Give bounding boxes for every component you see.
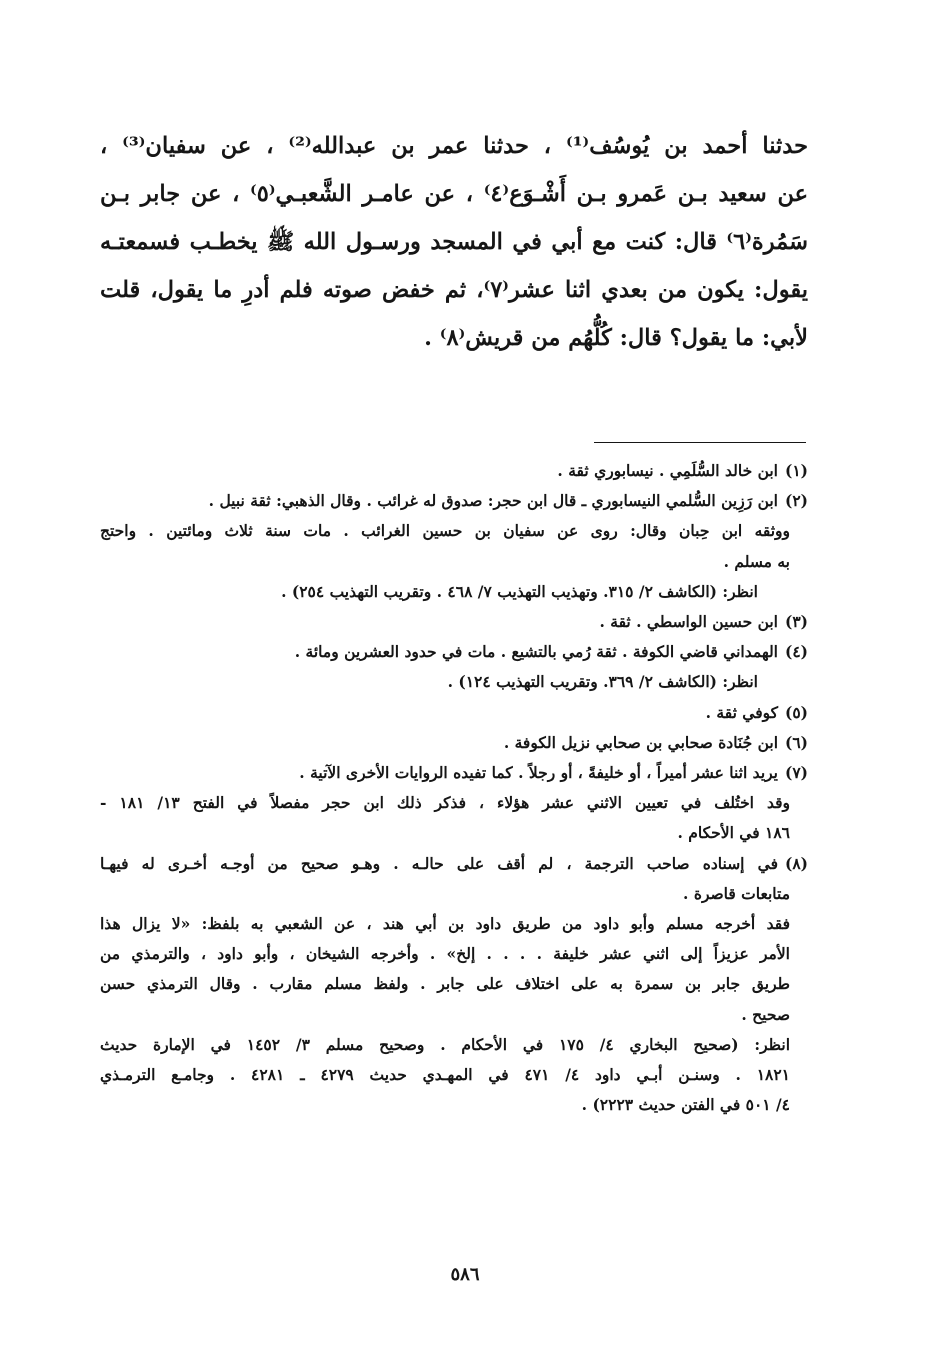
footnote-text: ابن رَزِين السُّلمي النيسابوري ـ قال ابن حجر: صدوق له غرائب . وقال الذهبي: ثقة نبيل . [208,491,778,511]
footnote-2 [100,486,808,516]
footnote-text: الهمداني قاضي الكوفة . ثقة رُمي بالتشيع . مات في حدود العشرين ومائة . [294,642,778,662]
footnote-reference: انظر: (الكاشف ٢/ ٣٦٩. وتقريب التهذيب ١٢٤) . [447,672,758,692]
footnote-1 [100,456,808,486]
footnote-6 [100,728,808,758]
footnote-reference: ١٨٢١ . وسنـن أبـي داود ٤/ ٤٧١ في المهـدي حديث ٤٢٧٩ ـ ٤٢٨١ . وجامـع الترمـذي [100,1065,791,1085]
footnote-number: (٣) [784,612,808,632]
footnote-separator [594,442,806,443]
footnote-text: في إسناده صاحب الترجمة ، لم أقف على حالـه . وهـو صحيح من أوجـه أخـرى له فيهـا [100,853,778,873]
footnote-continuation: متابعات قاصرة . [683,883,790,903]
footnote-number: (٧) [784,763,808,783]
footnote-number: (٥) [784,702,808,722]
page-number: ٥٨٦ [450,1264,480,1285]
footnote-text: يريد اثنا عشر أميراً ، أو خليفةً ، أو رجلاً . كما تفيده الروايات الأخرى الآتية . [299,763,778,783]
hadith-line: عن سعيد بـن عَمرو بـن أَشْـوَع⁽٤⁾ ، عن عامـر الشَّعبـي⁽٥⁾ ، عن جابر بـن [100,181,808,207]
footnote-text: كوفي ثقة . [705,702,778,722]
hadith-line: لأبي: ما يقول؟ قال: كُلُّهُم من قريش⁽٨⁾ . [424,325,808,351]
footnote-reference: انظر: (الكاشف ٢/ ٣١٥. وتهذيب التهذيب ٧/ ٤٦٨ . وتقريب التهذيب ٢٥٤) . [281,581,758,601]
footnote-text: ابن خالد السُّلَمِي . نيسابوري ثقة . [557,461,778,480]
footnote-number: (٨) [784,853,808,873]
footnote-text: ابن حسين الواسطي . ثقة . [599,612,778,632]
footnote-reference: انظر: (صحيح البخاري ٤/ ١٧٥ في الأحكام . وصحيح مسلم ٣/ ١٤٥٢ في الإمارة حديث [100,1034,791,1054]
footnote-3 [100,607,808,637]
footnote-number: (٦) [784,732,808,752]
footnote-continuation: وقد اختُلف في تعيين الاثني عشر هؤلاء ، فذكر ذلك ابن حجر مفصلاً في الفتح ١٣/ ١٨١ - [100,793,790,813]
footnote-continuation: فقد أخرجه مسلم وأبو داود من طريق داود بن أبي هند ، عن الشعبي به بلفظ: «لا يزال هذا [100,914,790,934]
footnote-text: ابن جُنَادة صحابي بن صحابي نزيل الكوفة . [503,732,778,752]
footnote-5 [100,698,808,728]
footnote-4 [100,637,808,667]
footnote-continuation: طريق جابر بن سمرة به على اختلاف على جابر . ولفظ مسلم مقارب . وقال الترمذي حسن [100,974,790,994]
footnotes [100,456,808,1120]
hadith-line: سَمُرة⁽٦⁾ قال: كنت مع أبي في المسجد ورسـول الله ﷺ يخطـب فسمعتـه [100,229,808,255]
hadith-line: يقول: يكون من بعدي اثنا عشر⁽٧⁾، ثم خفض صوته فلم أدرِ ما يقول، قلت [100,277,808,303]
footnote-8 [100,849,808,879]
footnote-continuation: الأمر عزيزاً إلى اثني عشر خليفة . . . . إلخ» . وأخرجه الشيخان ، وأبو داود ، والترمذي من [100,944,790,964]
footnote-continuation: ووثقه ابن حِبان وقال: روى عن سفيان بن حسين الغرائب . مات سنة ثلاث ومائتين . واحتج [100,521,790,541]
footnote-number: (٢) [784,491,808,511]
footnote-reference: ٤/ ٥٠١ في الفتن حديث ٢٢٢٣) . [581,1095,790,1115]
footnote-continuation: به مسلم . [723,551,790,571]
footnote-number: (١) [784,461,808,480]
footnote-continuation: صحيح . [741,1004,790,1024]
footnote-number: (٤) [784,642,808,662]
footnote-7 [100,758,808,788]
footnote-continuation: ١٨٦ في الأحكام . [677,823,790,843]
hadith-line: حدثنا أحمد بن يُوسُف⁽¹⁾ ، حدثنا عمر بن عبدالله⁽²⁾ ، عن سفيان⁽³⁾ ، [100,133,809,159]
hadith-text [100,122,808,362]
